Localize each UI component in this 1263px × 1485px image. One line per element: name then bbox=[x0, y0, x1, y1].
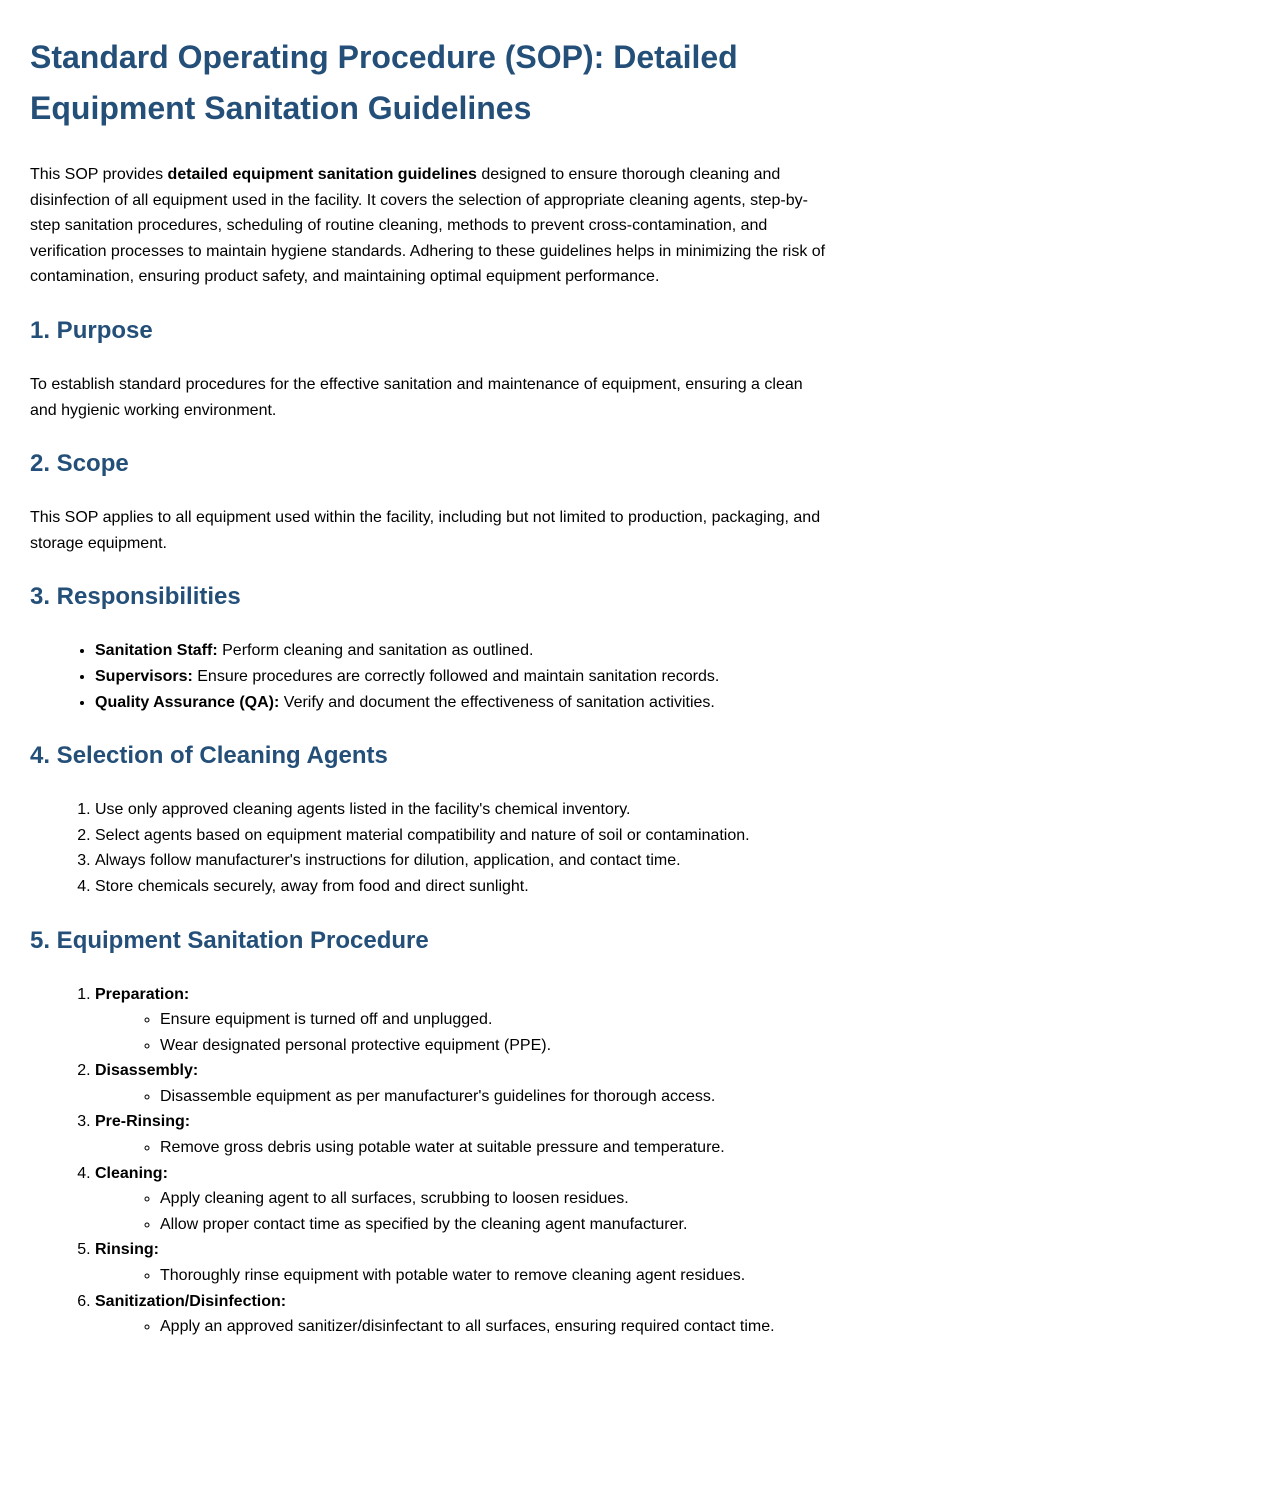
step-label: Cleaning: bbox=[95, 1164, 168, 1182]
procedure-heading: 5. Equipment Sanitation Procedure bbox=[30, 926, 429, 954]
agents-heading: 4. Selection of Cleaning Agents bbox=[30, 742, 388, 770]
page-title: Standard Operating Procedure (SOP): Detailed Equipment Sanitation Guidelines bbox=[30, 39, 738, 126]
list-item bbox=[95, 690, 830, 716]
role-label: Sanitation Staff: bbox=[95, 642, 218, 660]
procedure-step bbox=[95, 1058, 830, 1109]
step-substeps bbox=[95, 1263, 830, 1289]
list-item: 1. Use only approved cleaning agents listed in the facility's chemical inventory. bbox=[95, 797, 830, 823]
intro-text-before: This SOP provides bbox=[30, 166, 168, 183]
list-item: ◦ Allow proper contact time as specified by the cleaning agent manufacturer. bbox=[160, 1212, 830, 1238]
scope-text: This SOP applies to all equipment used within the facility, including but not limited to production, packaging, and storage equipment. bbox=[30, 509, 821, 552]
scope-heading: 2. Scope bbox=[30, 450, 129, 478]
step-label: Pre-Rinsing: bbox=[95, 1113, 191, 1131]
responsibilities-heading: 3. Responsibilities bbox=[30, 583, 241, 611]
purpose-text: To establish standard procedures for the effective sanitation and maintenance of equipment, ensuring a clean and hygienic working environment. bbox=[30, 375, 803, 419]
step-substeps bbox=[95, 1314, 830, 1340]
step-label: Preparation: bbox=[95, 985, 190, 1003]
list-item: ◦ Apply an approved sanitizer/disinfectant to all surfaces, ensuring required contact time. bbox=[160, 1314, 830, 1340]
step-label: Disassembly: bbox=[95, 1062, 199, 1080]
list-item bbox=[95, 638, 830, 664]
step-substeps bbox=[95, 1135, 830, 1161]
list-item: ◦ Disassemble equipment as per manufacturer's guidelines for thorough access. bbox=[160, 1084, 830, 1110]
list-item: 2. Select agents based on equipment material compatibility and nature of soil or contamination. bbox=[95, 823, 830, 849]
role-description: Verify and document the effectiveness of sanitation activities. bbox=[279, 693, 715, 711]
list-item bbox=[95, 664, 830, 690]
list-item: ◦ Wear designated personal protective equipment (PPE). bbox=[160, 1033, 830, 1059]
role-label: Supervisors: bbox=[95, 667, 193, 685]
list-item: 3. Always follow manufacturer's instructions for dilution, application, and contact time. bbox=[95, 848, 830, 874]
step-substeps bbox=[95, 1186, 830, 1237]
agents-list bbox=[30, 797, 830, 899]
procedure-step bbox=[95, 1109, 830, 1160]
list-item: ◦ Thoroughly rinse equipment with potable water to remove cleaning agent residues. bbox=[160, 1263, 830, 1289]
intro-text-bold: detailed equipment sanitation guidelines bbox=[167, 166, 477, 183]
step-label: Sanitization/Disinfection: bbox=[95, 1292, 287, 1310]
step-substeps bbox=[95, 1084, 830, 1110]
role-description: Ensure procedures are correctly followed and maintain sanitation records. bbox=[192, 667, 720, 685]
intro-paragraph bbox=[30, 162, 830, 290]
purpose-heading: 1. Purpose bbox=[30, 316, 153, 344]
list-item: ◦ Remove gross debris using potable water at suitable pressure and temperature. bbox=[160, 1135, 830, 1161]
step-substeps bbox=[95, 1007, 830, 1058]
responsibilities-list bbox=[30, 638, 830, 715]
role-label: Quality Assurance (QA): bbox=[95, 693, 280, 711]
procedure-step bbox=[95, 1161, 830, 1238]
list-item: ◦ Ensure equipment is turned off and unplugged. bbox=[160, 1007, 830, 1033]
procedure-step bbox=[95, 982, 830, 1059]
list-item: ◦ Apply cleaning agent to all surfaces, scrubbing to loosen residues. bbox=[160, 1186, 830, 1212]
intro-text-after: designed to ensure thorough cleaning and disinfection of all equipment used in the facility. It covers the selection of appropriate cleaning agents, step-by-step sanitation procedures, scheduling of routine cleaning, methods to prevent cross-contamination, and verification processes to maintain hygiene standards. Adhering to these guidelines helps in minimizing the risk of contamination, ensuring product safety, and maintaining optimal equipment performance. bbox=[30, 166, 826, 286]
step-label: Rinsing: bbox=[95, 1241, 159, 1259]
procedure-steps-list bbox=[30, 982, 830, 1340]
list-item: 4. Store chemicals securely, away from food and direct sunlight. bbox=[95, 874, 830, 900]
procedure-step bbox=[95, 1289, 830, 1340]
procedure-step bbox=[95, 1237, 830, 1288]
role-description: Perform cleaning and sanitation as outlined. bbox=[217, 642, 534, 660]
sop-document bbox=[30, 32, 830, 1340]
